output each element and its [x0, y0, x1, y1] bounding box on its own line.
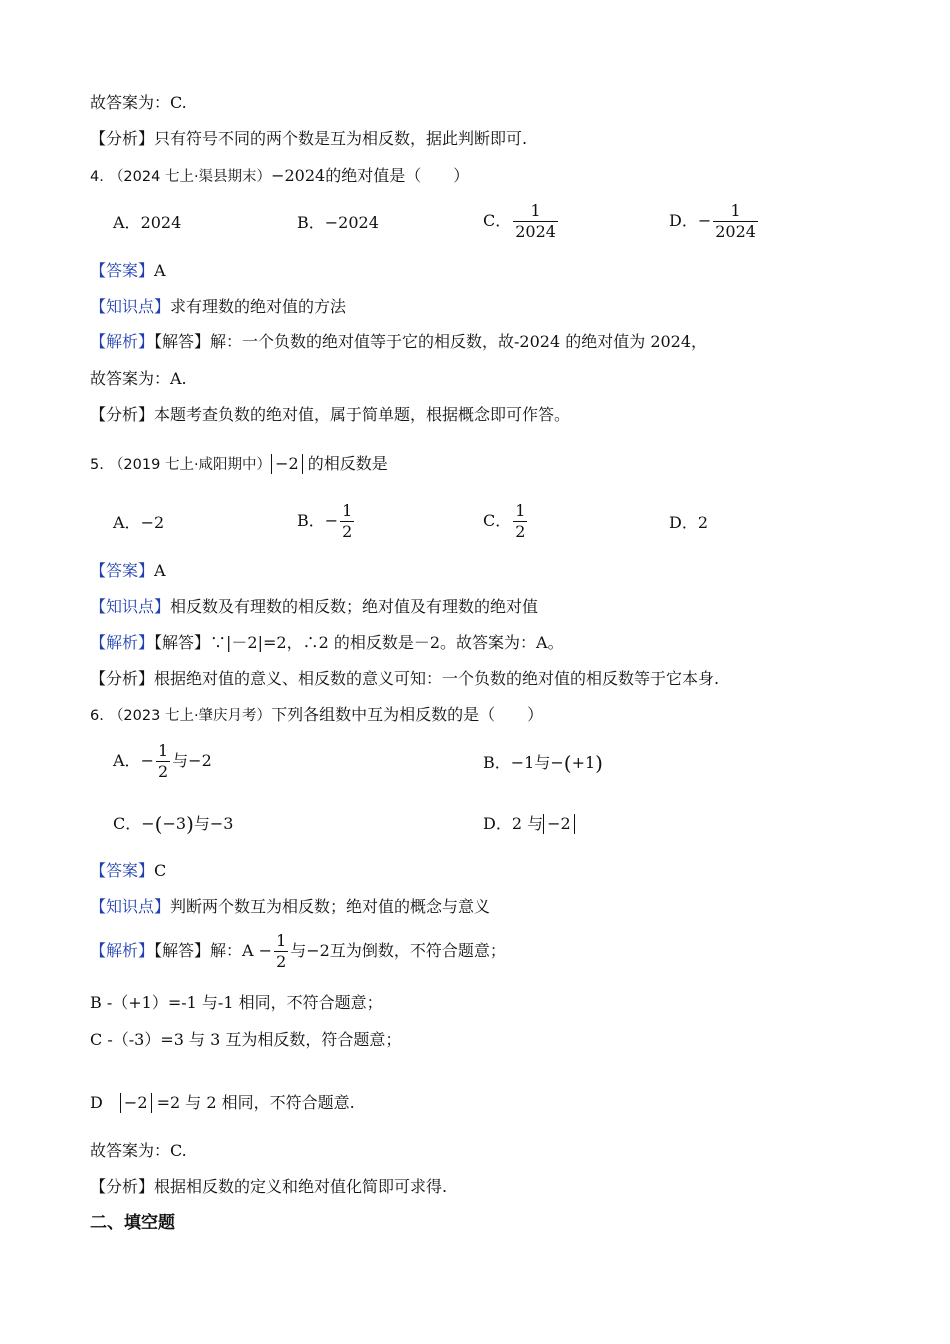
- q4-option-d: D．− $\frac{1}{2024}$: [669, 201, 756, 241]
- q6-option-a: A．− $\frac{1}{2}$ 与−2: [113, 741, 212, 781]
- absolute-value: −2: [271, 454, 303, 474]
- fraction: $\frac{1}{2}$: [342, 501, 353, 541]
- q5-option-d: D．2: [669, 513, 709, 532]
- q5-option-c: C． $\frac{1}{2}$: [483, 501, 526, 541]
- q6-conclusion: 故答案为：C.: [90, 1141, 187, 1160]
- q4-option-b: B．−2024: [297, 213, 379, 232]
- q6-option-d: D．2 与 −2: [483, 813, 575, 835]
- q4-option-a: A．2024: [113, 213, 182, 232]
- q5-explanation: 【解析】【解答】∵|－2|=2，∴2 的相反数是－2。故答案为：A。: [90, 633, 564, 652]
- q5-knowledge-point: 【知识点】相反数及有理数的相反数；绝对值及有理数的绝对值: [90, 597, 539, 616]
- q6-option-b: B．−1与−(+1): [483, 751, 603, 775]
- q5-answer: 【答案】A: [90, 561, 166, 580]
- q6-line-b: B -（+1）=-1 与-1 相同，不符合题意；: [90, 993, 383, 1012]
- q4-explanation: 【解析】【解答】解：一个负数的绝对值等于它的相反数，故-2024 的绝对值为 2024，: [90, 332, 708, 351]
- fraction: $\frac{1}{2}$: [157, 741, 169, 781]
- prev-answer-line: 故答案为：C.: [90, 93, 187, 112]
- q6-number: 6.: [90, 708, 104, 724]
- q4-source: （2024 七上·渠县期末）: [108, 169, 272, 185]
- q4-stem-math: −2024: [271, 166, 326, 185]
- q4-stem-text: 的绝对值是（ ）: [325, 166, 470, 185]
- absolute-value: −2: [120, 1093, 152, 1113]
- fraction: $\frac{1}{2}$: [515, 501, 526, 541]
- q6-explanation: 【解析】【解答】解：A − $\frac{1}{2}$ 与−2互为倒数，不符合题意；: [90, 931, 506, 971]
- q5-option-a: A．−2: [113, 513, 165, 532]
- section-heading: 二、填空题: [90, 1213, 175, 1233]
- q6-stem-text: 下列各组数中互为相反数的是（ ）: [271, 705, 544, 724]
- q6-stem: [90, 704, 543, 727]
- q6-answer: 【答案】C: [90, 861, 167, 880]
- fraction: $\frac{1}{2024}$: [715, 201, 756, 241]
- q5-stem: [90, 453, 388, 476]
- absolute-value: −2: [543, 814, 575, 834]
- q5-number: 5.: [90, 457, 104, 473]
- q4-option-c: C． $\frac{1}{2024}$: [483, 201, 556, 241]
- q5-option-b: B．− $\frac{1}{2}$: [297, 501, 353, 541]
- q4-knowledge-point: 【知识点】求有理数的绝对值的方法: [90, 297, 347, 316]
- fraction: $\frac{1}{2}$: [276, 931, 287, 971]
- q6-analysis: 【分析】根据相反数的定义和绝对值化简即可求得.: [90, 1177, 448, 1196]
- q5-source: （2019 七上·咸阳期中）: [108, 457, 272, 473]
- q4-analysis: 【分析】本题考查负数的绝对值，属于简单题，根据概念即可作答。: [90, 405, 571, 424]
- q4-answer: 【答案】A: [90, 261, 166, 280]
- q6-source: （2023 七上·肇庆月考）: [108, 708, 272, 724]
- fraction: $\frac{1}{2024}$: [515, 201, 556, 241]
- prev-analysis-line: 【分析】只有符号不同的两个数是互为相反数，据此判断即可.: [90, 129, 528, 148]
- q6-option-c: C．−(−3)与−3: [113, 812, 234, 836]
- q6-knowledge-point: 【知识点】判断两个数互为相反数；绝对值的概念与意义: [90, 897, 491, 916]
- q4-number: 4.: [90, 169, 104, 185]
- q6-line-d: D −2 =2 与 2 相同，不符合题意.: [90, 1093, 355, 1112]
- q5-stem-text: 的相反数是: [307, 454, 388, 473]
- q4-conclusion: 故答案为：A.: [90, 369, 187, 388]
- q4-stem: [90, 165, 469, 188]
- q5-analysis: 【分析】根据绝对值的意义、相反数的意义可知：一个负数的绝对值的相反数等于它本身.: [90, 669, 720, 688]
- q6-line-c: C -（-3）=3 与 3 互为相反数，符合题意；: [90, 1030, 402, 1049]
